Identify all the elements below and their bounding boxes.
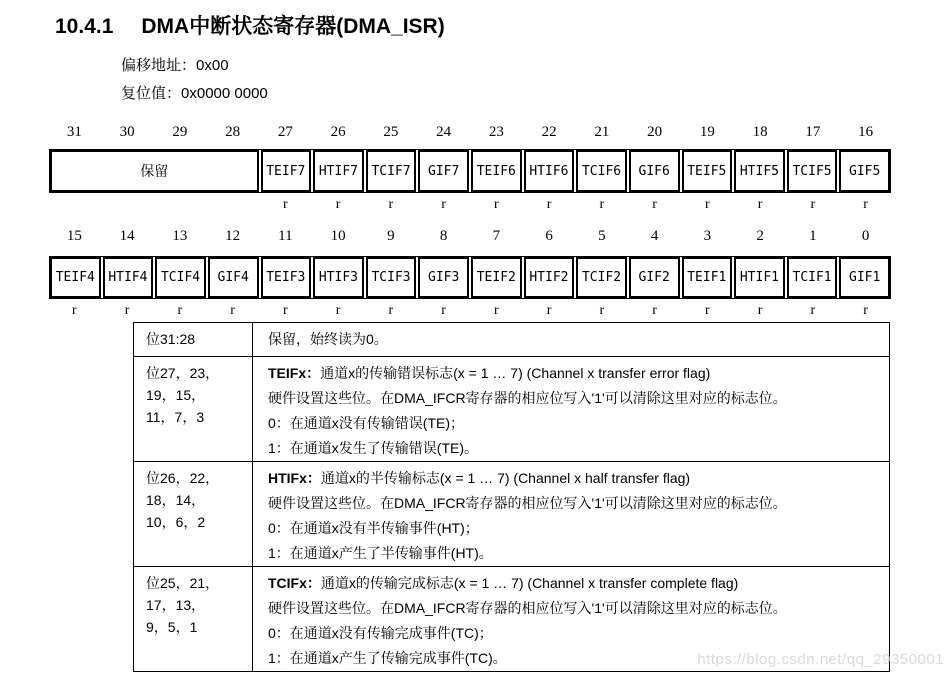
bit-cell-HTIF2: HTIF2 [524,257,575,298]
bit-cells-row [49,256,891,299]
description-line: 1：在通道x发生了传输错误(TE)。 [268,440,478,456]
bit-number: 16 [858,124,874,140]
access-type: r [388,197,394,212]
description-cell [253,462,890,567]
bit-number: 8 [439,228,448,244]
bit-number: 6 [545,228,553,244]
description-table [133,322,890,672]
access-type: r [283,197,288,212]
bit-cells-row [49,149,891,193]
bits-line: 位27，23， [146,365,220,381]
access-type: r [124,303,130,318]
bits-line: 18，14， [146,492,206,508]
bit-number: 28 [225,124,241,140]
bits-line: 位25，21， [146,575,220,591]
access-type: r [177,303,183,318]
access-type: r [72,303,77,318]
bit-number: 9 [387,228,395,244]
bit-cell-HTIF5: HTIF5 [734,150,785,192]
bit-cell-TCIF6: TCIF6 [576,150,627,192]
bit-cell-TCIF2: TCIF2 [576,257,627,298]
bits-cell [134,567,253,672]
bit-cell-GIF4: GIF4 [208,257,259,298]
bits-cell [134,462,253,567]
bit-number: 30 [119,124,135,140]
access-type [49,197,258,213]
bit-number: 4 [650,228,659,244]
access-type: r [810,197,816,212]
description-line: 硬件设置这些位。在DMA_IFCR寄存器的相应位写入'1'可以清除这里对应的标志位。 [268,600,787,616]
access-type: r [705,197,710,212]
bit-cell-TCIF3: TCIF3 [366,257,417,298]
bits-line: 19，15， [146,387,206,403]
bit-number: 23 [488,124,504,140]
bits-line: 10，6，2 [146,514,206,530]
access-types-row [49,303,891,319]
section-heading [55,10,445,40]
section-number: 10.4.1 [55,15,114,38]
bits-cell [134,357,253,462]
bits-line: 17，13， [146,597,206,613]
bit-number: 18 [752,124,768,140]
access-type: r [546,197,552,212]
bit-cell-TEIF1: TEIF1 [682,257,733,298]
description-line: 0：在通道x没有传输错误(TE)； [268,415,464,431]
description-row [134,462,890,567]
bit-cell-HTIF4: HTIF4 [103,257,154,298]
section-title: DMA中断状态寄存器(DMA_ISR) [141,15,445,38]
description-line: 1：在通道x产生了传输完成事件(TC)。 [268,650,507,666]
bit-number: 17 [805,124,821,140]
description-line: 保留，始终读为0。 [268,331,388,347]
bits-line: 9，5，1 [146,619,198,635]
description-line: 1：在通道x产生了半传输事件(HT)。 [268,545,493,561]
access-type: r [757,197,763,212]
flag-name: TCIFx： [268,575,321,591]
bit-number: 7 [492,228,501,244]
reset-value-line [121,82,268,103]
access-type: r [652,303,657,318]
offset-address-line [121,54,229,75]
bit-numbers-row [49,228,891,246]
bit-numbers-row [49,124,891,142]
bit-number: 19 [699,124,715,140]
bit-cell-HTIF1: HTIF1 [734,257,785,298]
bit-cell-TEIF2: TEIF2 [471,257,522,298]
bit-number: 31 [66,124,82,140]
bit-number: 14 [119,228,135,244]
bit-cell-HTIF3: HTIF3 [313,257,364,298]
bit-cell-HTIF6: HTIF6 [524,150,575,192]
description-row [134,357,890,462]
access-type: r [863,197,868,212]
reset-value-label: 复位值： [121,85,182,102]
flag-name: HTIFx： [268,470,321,486]
bit-number: 12 [225,228,241,244]
bit-cell-GIF5: GIF5 [839,150,890,192]
bit-cell-TEIF7: TEIF7 [261,150,312,192]
access-type: r [441,303,446,318]
bit-number: 2 [756,228,764,244]
bit-number: 0 [861,228,870,244]
bit-cell-GIF2: GIF2 [629,257,680,298]
access-types-row [49,197,891,213]
description-line: HTIFx：通道x的半传输标志(x = 1 … 7) (Channel x half transfer flag) [268,470,691,486]
description-line: 硬件设置这些位。在DMA_IFCR寄存器的相应位写入'1'可以清除这里对应的标志位。 [268,390,787,406]
bitfield-high-word [49,124,891,213]
bit-number: 1 [809,228,817,244]
access-type: r [652,197,657,212]
reset-value-value: 0x0000 0000 [181,85,268,102]
bit-cell-TCIF1: TCIF1 [787,257,838,298]
description-line: 硬件设置这些位。在DMA_IFCR寄存器的相应位写入'1'可以清除这里对应的标志位。 [268,495,787,511]
bit-cell-TEIF3: TEIF3 [261,257,312,298]
bit-number: 5 [598,228,606,244]
bit-number: 22 [541,124,557,140]
flag-name: TEIFx： [268,365,321,381]
bit-cell-TEIF5: TEIF5 [682,150,733,192]
access-type: r [863,303,868,318]
description-line: TEIFx：通道x的传输错误标志(x = 1 … 7) (Channel x transfer error flag) [268,365,711,381]
bit-number: 21 [594,124,610,140]
bit-number: 29 [172,124,188,140]
access-type: r [335,303,341,318]
bit-cell-TEIF6: TEIF6 [471,150,522,192]
bit-cell-GIF6: GIF6 [629,150,680,192]
offset-address-value: 0x00 [196,57,229,74]
bit-number: 13 [172,228,188,244]
bits-cell [134,323,253,357]
access-type: r [494,303,499,318]
access-type: r [810,303,816,318]
access-type: r [546,303,552,318]
bit-cell-TEIF4: TEIF4 [50,257,101,298]
access-type: r [230,303,235,318]
access-type: r [599,197,605,212]
description-table-body [134,323,890,672]
bit-number: 26 [330,124,346,140]
bit-number: 25 [383,124,399,140]
bit-number: 10 [330,228,346,244]
watermark-text: https://blog.csdn.net/qq_29350001 [697,651,944,668]
description-line: 0：在通道x没有半传输事件(HT)； [268,520,479,536]
bit-cell-GIF7: GIF7 [418,150,469,192]
offset-address-label: 偏移地址： [121,57,197,74]
access-type: r [494,197,499,212]
bit-number: 3 [703,228,712,244]
description-cell [253,323,890,357]
access-type: r [283,303,288,318]
bit-number: 27 [277,124,293,140]
description-cell [253,357,890,462]
description-line: 0：在通道x没有传输完成事件(TC)； [268,625,493,641]
description-line: TCIFx：通道x的传输完成标志(x = 1 … 7) (Channel x transfer complete flag) [268,575,739,591]
access-type: r [599,303,605,318]
bits-line: 位31:28 [146,331,196,347]
bit-cell-HTIF7: HTIF7 [313,150,364,192]
bit-number: 20 [647,124,663,140]
access-type: r [757,303,763,318]
bit-number: 11 [278,228,293,244]
bit-cell-GIF1: GIF1 [839,257,890,298]
bit-cell-TCIF5: TCIF5 [787,150,838,192]
bit-cell-保留: 保留 [50,150,259,192]
bit-cell-TCIF4: TCIF4 [155,257,206,298]
description-row [134,323,890,357]
access-type: r [705,303,710,318]
bit-cell-GIF3: GIF3 [418,257,469,298]
bits-line: 11，7，3 [146,409,205,425]
bit-number: 24 [436,124,452,140]
access-type: r [441,197,446,212]
bits-line: 位26，22， [146,470,220,486]
access-type: r [388,303,394,318]
bit-cell-TCIF7: TCIF7 [366,150,417,192]
bitfield-low-word [49,228,891,319]
access-type: r [335,197,341,212]
bit-number: 15 [66,228,82,244]
